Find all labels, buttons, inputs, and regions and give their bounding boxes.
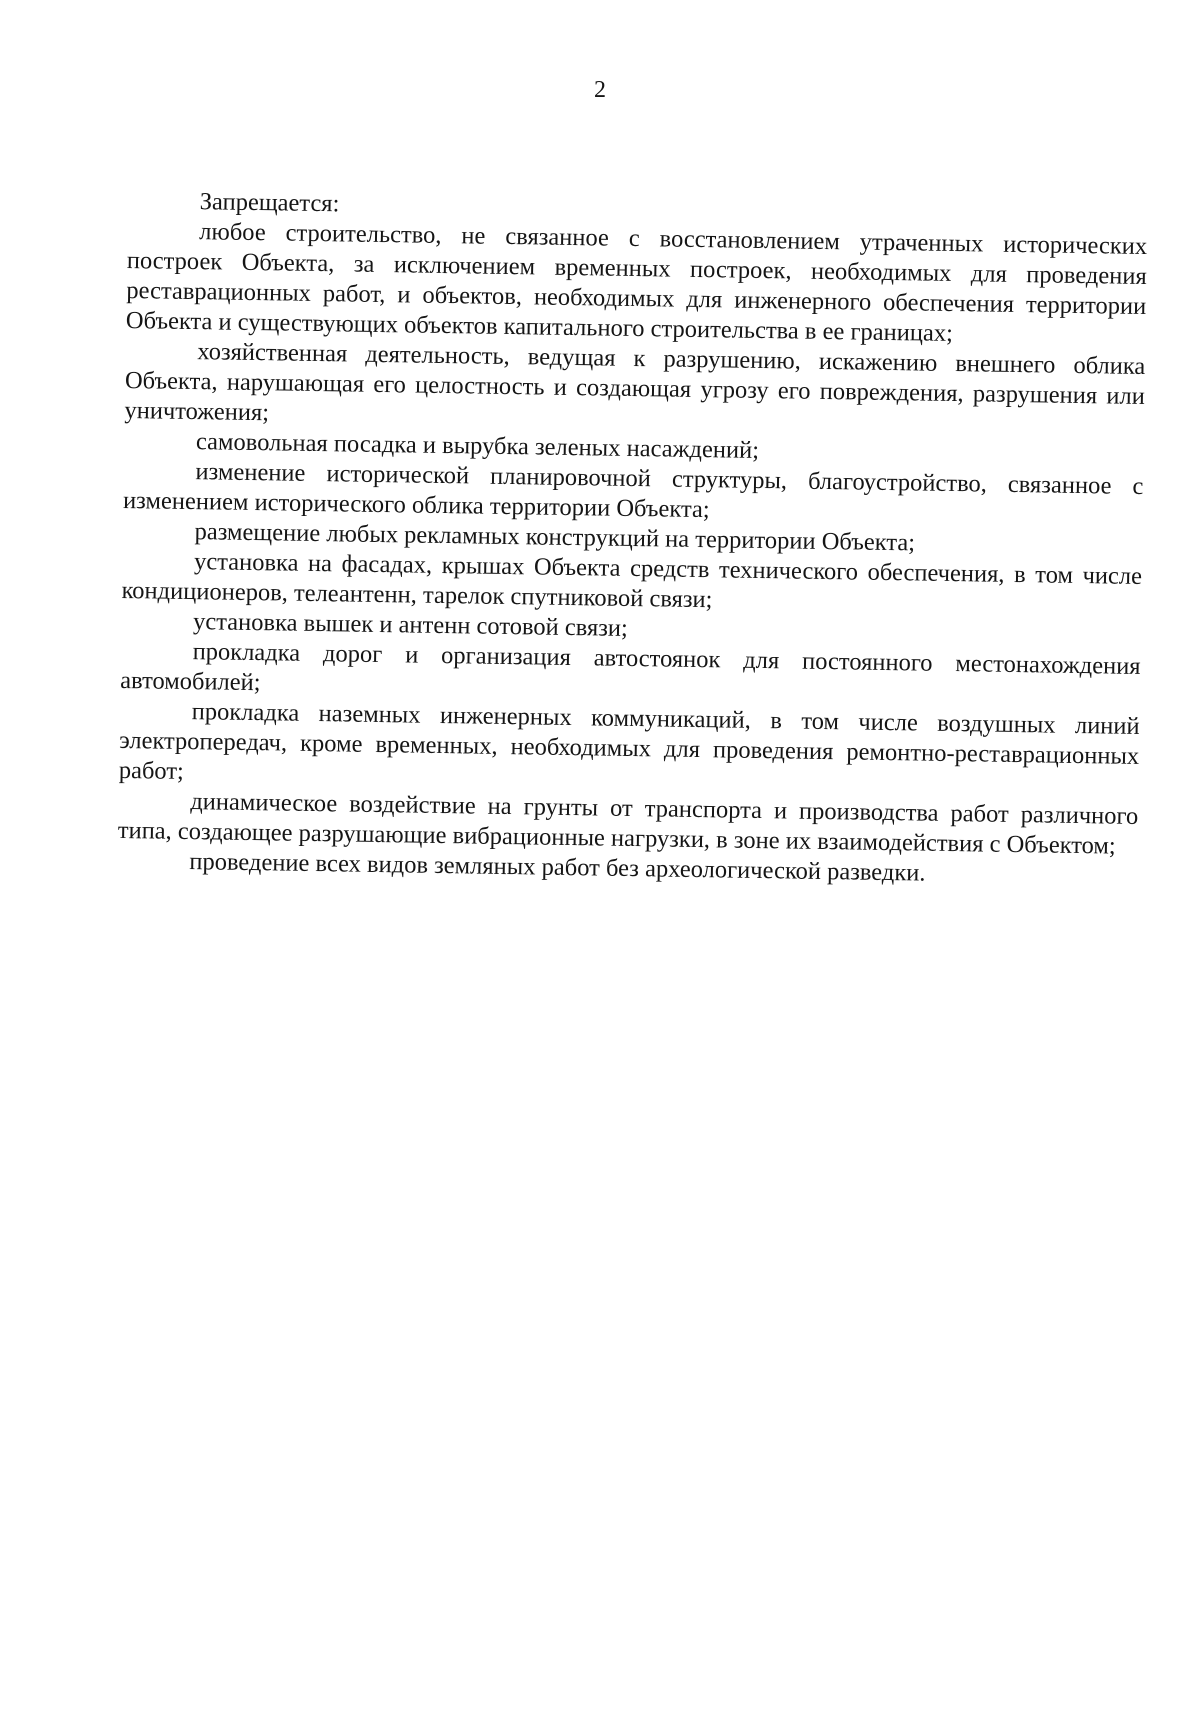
prohibition-item: проведение всех видов земляных работ без археологической разведки. [189, 848, 926, 887]
prohibition-item: установка на фасадах, крышах Объекта средств технического обеспечения, в том числе кондиционеров, телеантенн, тарелок спутниковой связи; [121, 548, 1143, 614]
prohibition-item: установка вышек и антенн сотовой связи; [192, 608, 629, 642]
document-body [117, 186, 1148, 892]
prohibition-item: динамическое воздействие на грунты от транспорта и производства работ различного типа, создающее разрушающие вибрационные нагрузки, в зоне их взаимодействия с Объектом; [117, 788, 1139, 860]
page-number: 2 [594, 77, 606, 103]
prohibition-item: размещение любых рекламных конструкций на территории Объекта; [194, 518, 916, 557]
prohibition-item: прокладка наземных инженерных коммуникаций, в том числе воздушных линий электропередач, кроме временных, необходимых для проведения ремонтно-реставрационных работ; [118, 698, 1140, 785]
prohibition-item: изменение исторической планировочной структуры, благоустройство, связанное с изменением исторического облика территории Объекта; [122, 458, 1144, 524]
prohibition-item: самовольная посадка и вырубка зеленых насаждений; [195, 428, 760, 464]
prohibition-item: любое строительство, не связанное с восстановлением утраченных исторических построек Объекта, за исключением временных построек, необходимых для проведения реставрационных работ, и объектов, необходимых для инженерного обеспечения территории Объекта и существующих объектов капитального строительства в ее границах; [125, 218, 1148, 347]
prohibition-item: хозяйственная деятельность, ведущая к разрушению, искажению внешнего облика Объекта, нарушающая его целостность и создающая угрозу его повреждения, разрушения или уничтожения; [124, 338, 1146, 427]
prohibition-item: прокладка дорог и организация автостоянок для постоянного местонахождения автомобилей; [120, 638, 1141, 697]
section-heading: Запрещается: [199, 188, 340, 218]
